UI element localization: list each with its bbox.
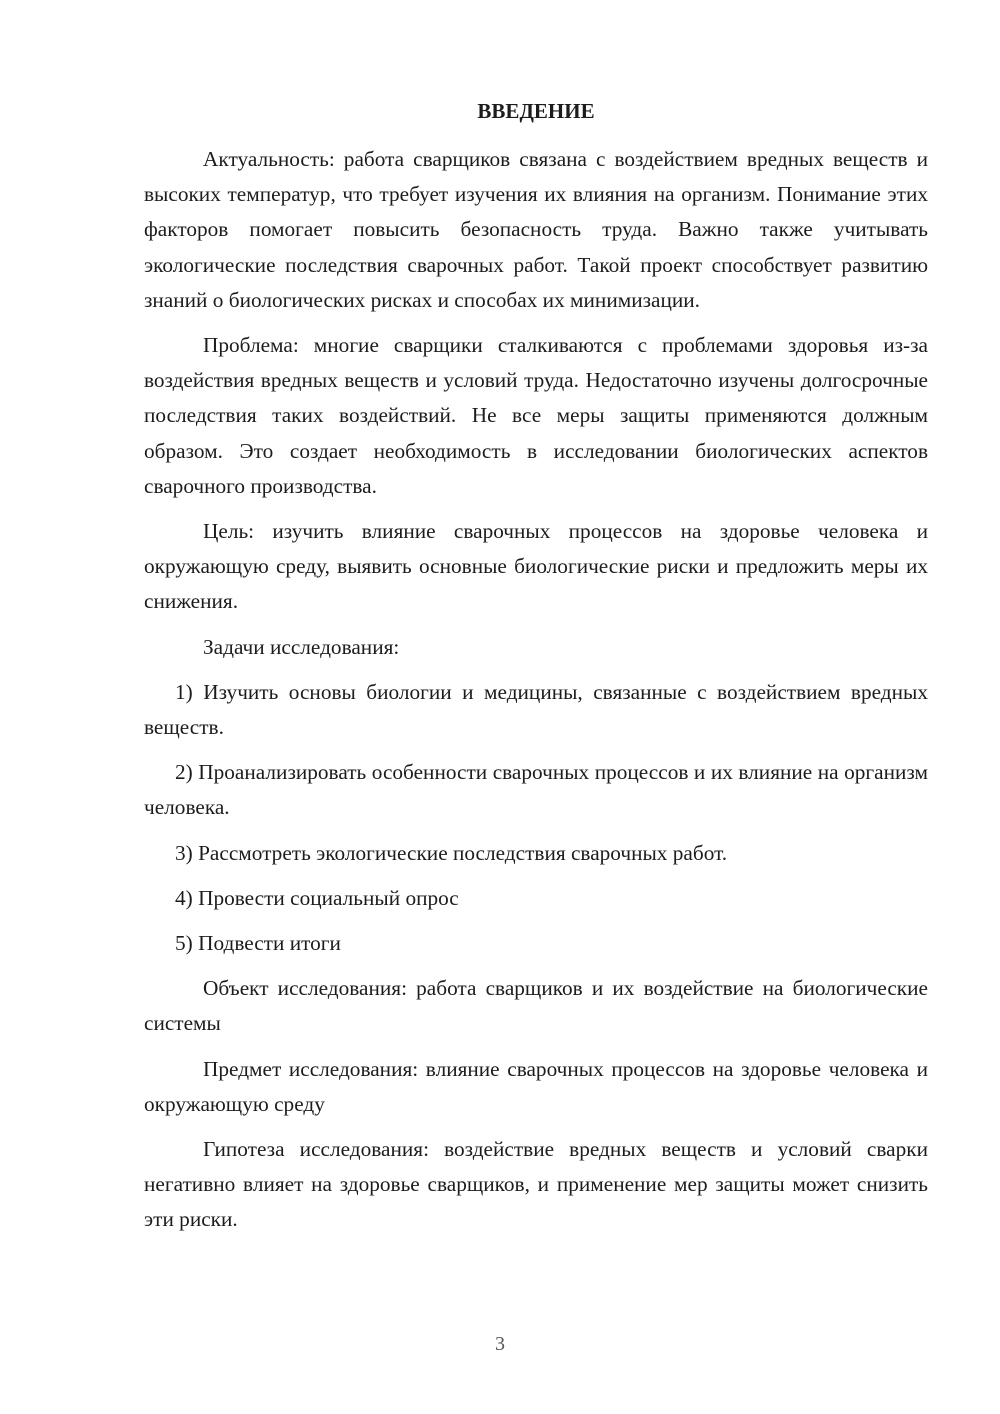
task-item-1: 1) Изучить основы биологии и медицины, связанные с воздействием вредных веществ. [144,679,928,740]
page-number: 3 [495,1333,505,1355]
paragraph-problem: Проблема: многие сварщики сталкиваются с проблемами здоровья из-за воздействия вредных веществ и условий труда. Недостаточно изучены долгосрочные последствия таких воздействий. Не все меры защиты применяются должным образом. Это создает необходимость в исследовании биологических аспектов сварочного производства. [144,333,928,498]
task-item-4: 4) Провести социальный опрос [175,885,459,910]
document-page [144,94,928,1248]
task-item-5: 5) Подвести итоги [175,931,341,956]
paragraph-relevance: Актуальность: работа сварщиков связана с воздействием вредных веществ и высоких температур, что требует изучения их влияния на организм. Понимание этих факторов помогает повысить безопасность труда. Важно также учитывать экологические последствия сварочных работ. Такой проект способствует развитию знаний о биологических рисках и способах их минимизации. [144,147,928,312]
paragraph-object: Объект исследования: работа сварщиков и их воздействие на биологические системы [144,976,928,1036]
paragraph-subject: Предмет исследования: влияние сварочных процессов на здоровье человека и окружающую среду [144,1056,928,1116]
task-item-3: 3) Рассмотреть экологические последствия сварочных работ. [175,840,728,865]
paragraph-hypothesis: Гипотеза исследования: воздействие вредных веществ и условий сварки негативно влияет на здоровье сварщиков, и применение мер защиты может снизить эти риски. [144,1137,928,1232]
task-item-2: 2) Проанализировать особенности сварочных процессов и их влияние на организм человека. [144,760,928,820]
paragraph-goal: Цель: изучить влияние сварочных процессов на здоровье человека и окружающую среду, выявить основные биологические риски и предложить меры их снижения. [144,519,928,614]
tasks-heading: Задачи исследования: [203,634,400,659]
page-title: ВВЕДЕНИЕ [477,99,595,123]
